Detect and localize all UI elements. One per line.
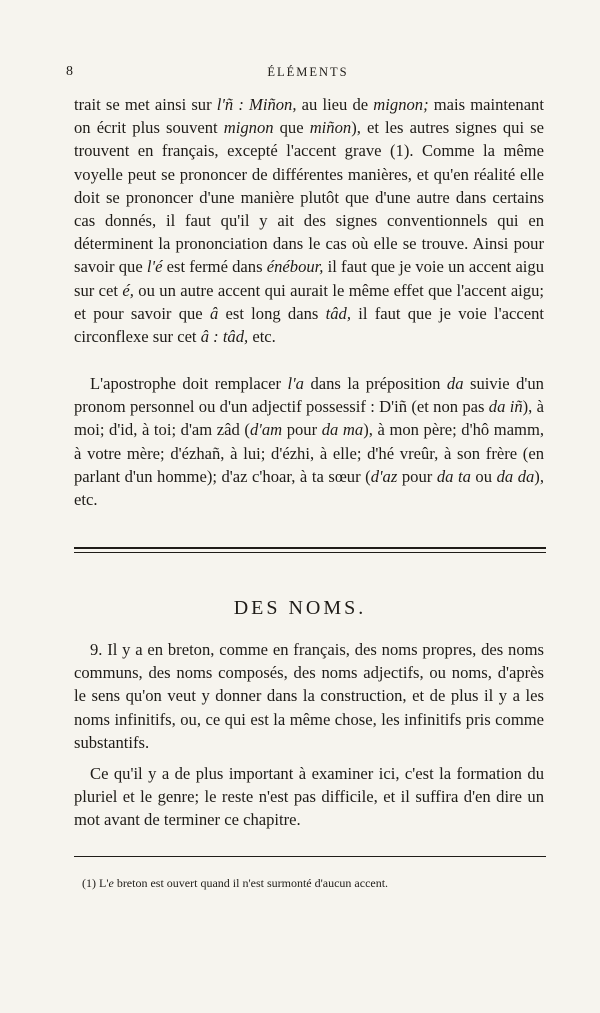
paragraph-1: trait se met ainsi sur l'ñ : Miñon, au lieu de mignon; mais maintenant on écrit plus souvent mignon que miñon), et les autres signes qui se trouvent en français, excepté l'accent grave (1). Comme la même voyelle peut se prononcer de différentes manières, et qu'en réalité elle doit se prononcer d'une manière plutôt que d'une autre dans certains cas donnés, il faut qu'il y ait des signes conventionnels qui en déterminent la prononciation dans le cas où elle se trouve. Ainsi pour savoir que l'é est fermé dans énébour, il faut que je voie un accent aigu sur cet é, ou un autre accent qui aurait le même effet que l'accent aigu; et pour savoir que â est long dans tâd, il faut que je voie l'accent circonflexe sur cet â : tâd, etc. [74,95,545,347]
paragraph-2: L'apostrophe doit remplacer l'a dans la préposition da suivie d'un pronom personnel ou d'un adjectif possessif : D'iñ (et non pas da iñ), à moi; d'id, à toi; d'am zâd (d'am pour da ma), à mon père; d'hô mamm, à votre mère; d'ézhañ, à lui; d'ézhi, à elle; d'hé vreûr, à son frère (en parlant d'un homme); d'az c'hoar, à ta sœur (d'az pour da ta ou da da), etc. [74,374,545,510]
section-heading: DES NOMS. [233,597,367,619]
paragraph-3: 9. Il y a en breton, comme en français, des noms propres, des noms communs, des noms composés, des noms adjectifs, ou noms, d'après le sens qu'on veut y donner dans la construction, et de plus il y a les noms infinitifs, ou, ce qui est la même chose, les infinitifs pris comme substantifs. [74,640,544,752]
running-title: ÉLÉMENTS [267,65,349,79]
paragraph-4: Ce qu'il y a de plus important à examiner ici, c'est la formation du pluriel et le genre; le reste n'est pas difficile, et il suffira d'en dire un mot avant de terminer ce chapitre. [74,764,544,830]
page-number: 8 [66,64,73,79]
section-divider [74,547,546,553]
running-header [66,64,550,84]
footnote: (1) L'e breton est ouvert quand il n'est surmonté d'aucun accent. [82,876,389,890]
footnote-divider [74,856,546,857]
